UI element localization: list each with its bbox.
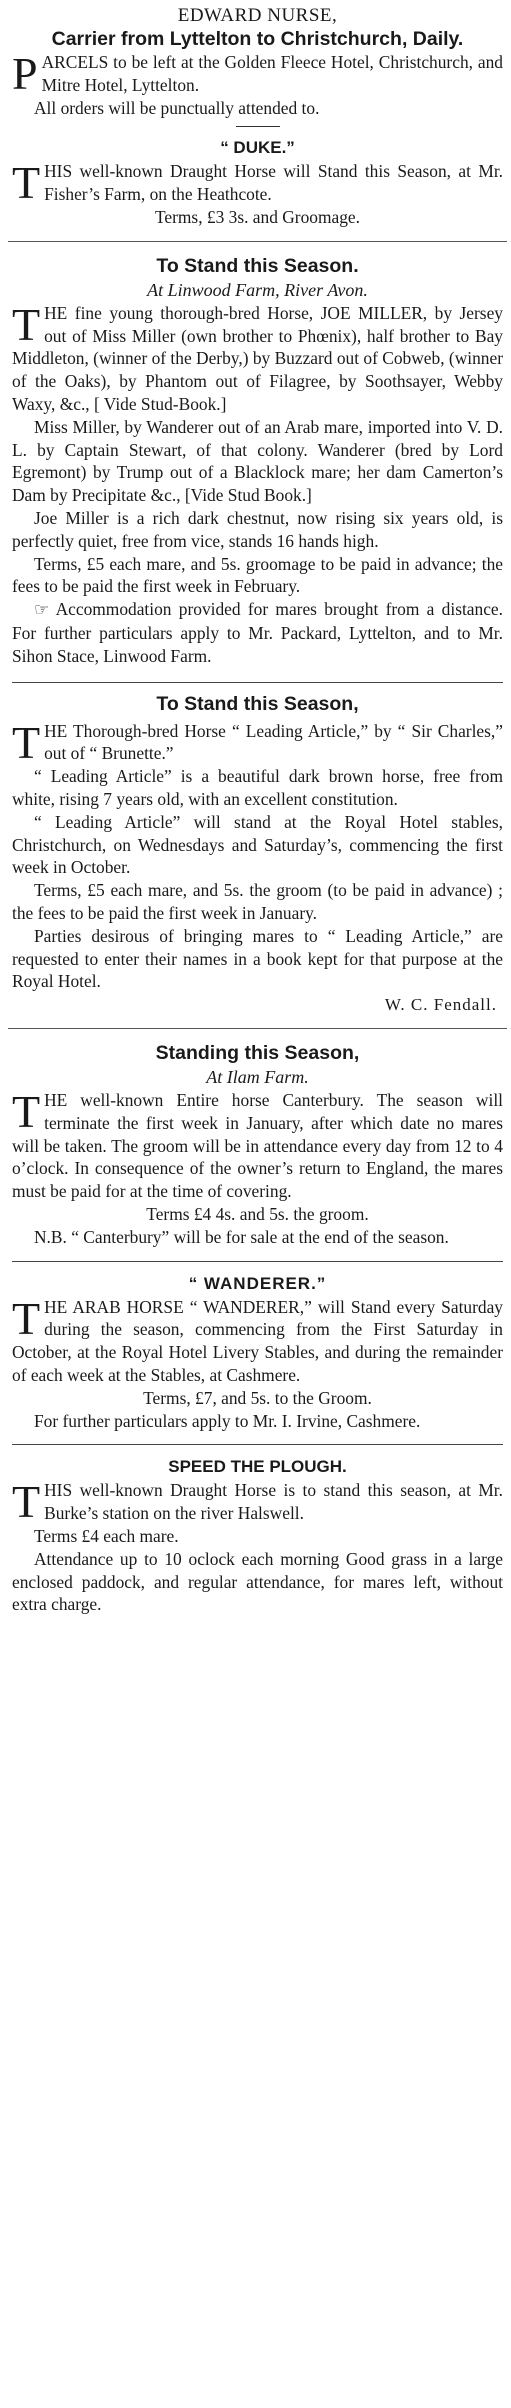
ad-subtitle: At Linwood Farm, River Avon. (147, 279, 368, 300)
drop-cap: T (12, 716, 41, 768)
ad-paragraph: Parties desirous of bringing mares to “ Leading Article,” are requested to enter their names in a book kept for that purpose at the Royal Hotel. (12, 925, 503, 992)
drop-cap: T (12, 298, 41, 350)
divider (8, 1028, 507, 1029)
ad-paragraph: THE well-known Entire horse Canterbury. The season will terminate the first week in January, after which date no mares will be taken. The groom will be in attendance every day from 12 to 4 o’clock. In consequence of the owner’s return to England, the mares must be paid for at the time of covering. (12, 1086, 503, 1202)
ad-title: “ DUKE.” (220, 138, 295, 158)
ad-body: THIS well-known Draught Horse will Stand this Season, at Mr. Fisher’s Farm, on the Heathcote. (12, 157, 503, 209)
ad-paragraph: Terms, £5 each mare, and 5s. groomage to be paid in advance; the fees to be paid the first week in February. (12, 553, 503, 597)
ad-terms: Terms £4 4s. and 5s. the groom. (146, 1204, 369, 1225)
drop-cap: T (12, 1086, 41, 1138)
ad-paragraph: THE Thorough-bred Horse “ Leading Article,” by “ Sir Charles,” out of “ Brunette.” (12, 716, 503, 768)
ad-edward-nurse (12, 4, 503, 119)
ad-leading-article (12, 692, 503, 1017)
divider (12, 1444, 503, 1445)
ad-signature: W. C. Fendall. (384, 995, 497, 1015)
ad-paragraph: Terms, £5 each mare, and 5s. the groom (to be paid in advance) ; the fees to be paid the first week in January. (12, 880, 503, 923)
ad-title: Standing this Season, (155, 1042, 360, 1065)
ad-paragraph: Joe Miller is a rich dark chestnut, now rising six years old, is perfectly quiet, free from vice, stands 16 hands high. (12, 507, 503, 551)
ad-terms: Terms, £7, and 5s. to the Groom. (143, 1387, 372, 1408)
ad-subtitle: Carrier from Lyttelton to Christchurch, Daily. (51, 28, 464, 50)
ad-paragraph: ☞ Accommodation provided for mares brought from a distance. For further particulars apply to Mr. Packard, Lyttelton, and to Mr. Sihon Stace, Linwood Farm. (12, 599, 503, 666)
ad-terms: Terms £4 each mare. (34, 1526, 179, 1547)
ad-terms: Terms, £3 3s. and Groomage. (154, 206, 360, 227)
divider (12, 1261, 503, 1262)
ad-speed-the-plough (12, 1454, 503, 1616)
ad-paragraph: THIS well-known Draught Horse is to stand this season, at Mr. Burke’s station on the river Halswell. (12, 1476, 503, 1528)
divider (236, 126, 280, 127)
drop-cap: T (12, 1292, 41, 1344)
ad-body: PARCELS to be left at the Golden Fleece Hotel, Christchurch, and Mitre Hotel, Lyttelton. (12, 48, 503, 99)
ad-paragraph: For further particulars apply to Mr. I. Irvine, Cashmere. (34, 1410, 421, 1431)
drop-cap: T (12, 1476, 41, 1528)
ad-paragraph: THE ARAB HORSE “ WANDERER,” will Stand every Saturday during the season, commencing from the First Saturday in October, at the Royal Hotel Livery Stables, and during the remainder of each week at the Stables, at Cashmere. (12, 1292, 503, 1386)
ad-paragraph: THE fine young thorough-bred Horse, JOE MILLER, by Jersey out of Miss Miller (own brother to Phœnix), half brother to Bay Middleton, (winner of the Derby,) by Buzzard out of Cobweb, (winner of the Oaks), by Phantom out of Filagree, by Soothsayer, Webby Waxy, &c., [ Vide Stud-Book.] (12, 298, 503, 414)
ad-duke (12, 135, 503, 228)
ad-title: To Stand this Season. (156, 254, 359, 277)
ad-joe-miller (12, 254, 503, 668)
pointing-hand-icon: ☞ (34, 600, 50, 621)
divider (12, 682, 503, 683)
drop-cap: T (12, 157, 41, 209)
ad-wanderer (12, 1271, 503, 1433)
ad-subtitle: At Ilam Farm. (206, 1067, 309, 1088)
ad-paragraph: Attendance up to 10 oclock each morning Good grass in a large enclosed paddock, and regular attendance, for mares left, without extra charge. (12, 1548, 503, 1615)
ad-paragraph: N.B. “ Canterbury” will be for sale at the end of the season. (34, 1226, 449, 1247)
ad-paragraph: Miss Miller, by Wanderer out of an Arab mare, imported into V. D. L. by Captain Stewart, of that colony. Wanderer (bred by Lord Egremont) by Trump out of a Blacklock mare; her dam Camerton’s Dam by Precipitate &c., [Vide Stud Book.] (12, 416, 503, 506)
ad-canterbury (12, 1041, 503, 1249)
ad-title: “ WANDERER.” (188, 1273, 327, 1293)
ad-title: To Stand this Season, (156, 692, 359, 715)
ad-paragraph: “ Leading Article” will stand at the Royal Hotel stables, Christchurch, on Wednesdays and Saturday’s, commencing the first week in October. (12, 811, 503, 878)
divider (8, 241, 507, 242)
drop-cap: P (12, 48, 38, 99)
ad-body-line: All orders will be punctually attended to. (34, 97, 320, 118)
ad-title: EDWARD NURSE, (177, 5, 338, 26)
ad-paragraph: “ Leading Article” is a beautiful dark brown horse, free from white, rising 7 years old, with an excellent constitution. (12, 766, 503, 809)
ad-title: SPEED THE PLOUGH. (168, 1457, 347, 1477)
